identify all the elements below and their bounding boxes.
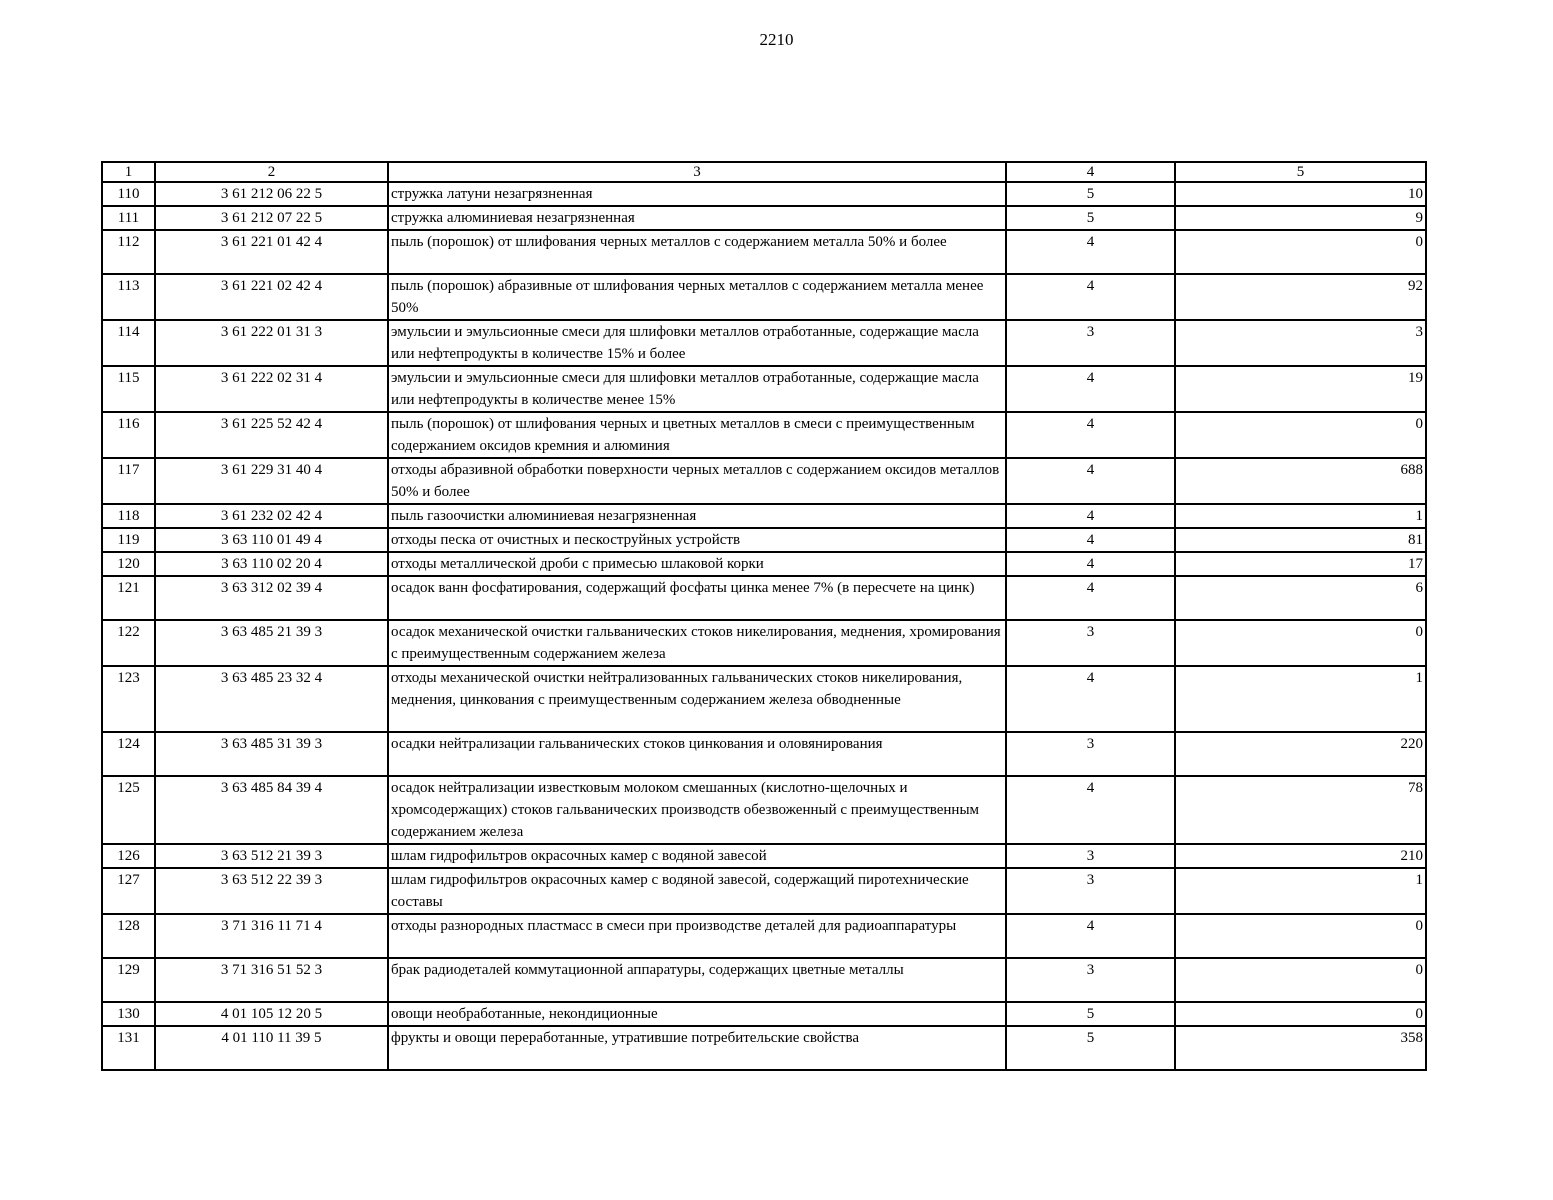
waste-amount-cell: 3 (1175, 320, 1426, 366)
row-number-cell: 114 (102, 320, 155, 366)
row-number-cell: 116 (102, 412, 155, 458)
row-number-cell: 123 (102, 666, 155, 732)
waste-amount-cell: 0 (1175, 230, 1426, 274)
hazard-class-cell: 4 (1006, 528, 1175, 552)
row-number-cell: 126 (102, 844, 155, 868)
waste-code-cell: 3 71 316 51 52 3 (155, 958, 388, 1002)
waste-name-cell: осадок механической очистки гальванических стоков никелирования, меднения, хромирования с преимущественным содержанием железа (388, 620, 1006, 666)
waste-code-cell: 3 63 485 23 32 4 (155, 666, 388, 732)
waste-name-cell: овощи необработанные, некондиционные (388, 1002, 1006, 1026)
table-row (102, 274, 1426, 320)
waste-code-cell: 3 61 222 02 31 4 (155, 366, 388, 412)
waste-name-cell: стружка латуни незагрязненная (388, 182, 1006, 206)
table-row (102, 958, 1426, 1002)
waste-name-cell: осадок нейтрализации известковым молоком смешанных (кислотно-щелочных и хромсодержащих) стоков гальванических производств обезвоженный с преимущественным содержанием железа (388, 776, 1006, 844)
table-header-row (102, 162, 1426, 182)
waste-amount-cell: 688 (1175, 458, 1426, 504)
waste-amount-cell: 210 (1175, 844, 1426, 868)
hazard-class-cell: 3 (1006, 868, 1175, 914)
hazard-class-cell: 3 (1006, 844, 1175, 868)
hazard-class-cell: 4 (1006, 412, 1175, 458)
table-row (102, 552, 1426, 576)
waste-name-cell: отходы разнородных пластмасс в смеси при производстве деталей для радиоаппаратуры (388, 914, 1006, 958)
waste-amount-cell: 9 (1175, 206, 1426, 230)
waste-amount-cell: 81 (1175, 528, 1426, 552)
row-number-cell: 111 (102, 206, 155, 230)
waste-code-cell: 3 63 512 21 39 3 (155, 844, 388, 868)
row-number-cell: 129 (102, 958, 155, 1002)
waste-code-cell: 3 61 229 31 40 4 (155, 458, 388, 504)
waste-name-cell: стружка алюминиевая незагрязненная (388, 206, 1006, 230)
waste-amount-cell: 0 (1175, 914, 1426, 958)
hazard-class-cell: 4 (1006, 230, 1175, 274)
waste-name-cell: осадок ванн фосфатирования, содержащий фосфаты цинка менее 7% (в пересчете на цинк) (388, 576, 1006, 620)
hazard-class-cell: 5 (1006, 206, 1175, 230)
waste-name-cell: отходы металлической дроби с примесью шлаковой корки (388, 552, 1006, 576)
waste-code-cell: 3 71 316 11 71 4 (155, 914, 388, 958)
waste-amount-cell: 220 (1175, 732, 1426, 776)
row-number-cell: 117 (102, 458, 155, 504)
column-header-3: 3 (388, 162, 1006, 182)
waste-code-cell: 3 63 110 01 49 4 (155, 528, 388, 552)
row-number-cell: 130 (102, 1002, 155, 1026)
waste-name-cell: брак радиодеталей коммутационной аппаратуры, содержащих цветные металлы (388, 958, 1006, 1002)
column-header-5: 5 (1175, 162, 1426, 182)
row-number-cell: 110 (102, 182, 155, 206)
hazard-class-cell: 5 (1006, 1026, 1175, 1070)
table-row (102, 182, 1426, 206)
waste-amount-cell: 1 (1175, 504, 1426, 528)
row-number-cell: 128 (102, 914, 155, 958)
hazard-class-cell: 4 (1006, 552, 1175, 576)
table-row (102, 412, 1426, 458)
waste-name-cell: пыль (порошок) от шлифования черных металлов с содержанием металла 50% и более (388, 230, 1006, 274)
row-number-cell: 122 (102, 620, 155, 666)
row-number-cell: 118 (102, 504, 155, 528)
row-number-cell: 120 (102, 552, 155, 576)
waste-code-cell: 3 61 225 52 42 4 (155, 412, 388, 458)
column-header-4: 4 (1006, 162, 1175, 182)
hazard-class-cell: 4 (1006, 274, 1175, 320)
hazard-class-cell: 4 (1006, 914, 1175, 958)
table-row (102, 868, 1426, 914)
hazard-class-cell: 3 (1006, 958, 1175, 1002)
row-number-cell: 127 (102, 868, 155, 914)
waste-amount-cell: 1 (1175, 666, 1426, 732)
waste-amount-cell: 0 (1175, 958, 1426, 1002)
hazard-class-cell: 3 (1006, 732, 1175, 776)
waste-code-cell: 3 63 312 02 39 4 (155, 576, 388, 620)
waste-name-cell: пыль (порошок) абразивные от шлифования черных металлов с содержанием металла менее 50% (388, 274, 1006, 320)
row-number-cell: 113 (102, 274, 155, 320)
row-number-cell: 119 (102, 528, 155, 552)
table-row (102, 666, 1426, 732)
hazard-class-cell: 3 (1006, 320, 1175, 366)
waste-table (101, 161, 1427, 1071)
table-row (102, 844, 1426, 868)
waste-name-cell: шлам гидрофильтров окрасочных камер с водяной завесой, содержащий пиротехнические составы (388, 868, 1006, 914)
waste-name-cell: шлам гидрофильтров окрасочных камер с водяной завесой (388, 844, 1006, 868)
waste-code-cell: 3 63 485 21 39 3 (155, 620, 388, 666)
hazard-class-cell: 3 (1006, 620, 1175, 666)
waste-amount-cell: 6 (1175, 576, 1426, 620)
waste-amount-cell: 0 (1175, 412, 1426, 458)
waste-amount-cell: 0 (1175, 620, 1426, 666)
waste-amount-cell: 19 (1175, 366, 1426, 412)
waste-name-cell: пыль (порошок) от шлифования черных и цветных металлов в смеси с преимущественным содержанием оксидов кремния и алюминия (388, 412, 1006, 458)
waste-amount-cell: 358 (1175, 1026, 1426, 1070)
table-row (102, 776, 1426, 844)
table-row (102, 1026, 1426, 1070)
table-row (102, 914, 1426, 958)
hazard-class-cell: 4 (1006, 504, 1175, 528)
waste-name-cell: фрукты и овощи переработанные, утратившие потребительские свойства (388, 1026, 1006, 1070)
waste-name-cell: отходы абразивной обработки поверхности черных металлов с содержанием оксидов металлов 50% и более (388, 458, 1006, 504)
waste-code-cell: 3 61 212 07 22 5 (155, 206, 388, 230)
waste-amount-cell: 17 (1175, 552, 1426, 576)
waste-code-cell: 3 61 221 01 42 4 (155, 230, 388, 274)
waste-amount-cell: 1 (1175, 868, 1426, 914)
hazard-class-cell: 4 (1006, 776, 1175, 844)
waste-code-cell: 3 63 485 84 39 4 (155, 776, 388, 844)
table-row (102, 206, 1426, 230)
table-row (102, 732, 1426, 776)
table-row (102, 230, 1426, 274)
waste-code-cell: 3 63 512 22 39 3 (155, 868, 388, 914)
waste-name-cell: отходы песка от очистных и пескоструйных устройств (388, 528, 1006, 552)
row-number-cell: 125 (102, 776, 155, 844)
table-row (102, 366, 1426, 412)
page-number: 2210 (759, 30, 794, 49)
waste-code-cell: 3 63 485 31 39 3 (155, 732, 388, 776)
hazard-class-cell: 4 (1006, 366, 1175, 412)
waste-name-cell: отходы механической очистки нейтрализованных гальванических стоков никелирования, меднения, цинкования с преимущественным содержанием железа обводненные (388, 666, 1006, 732)
waste-amount-cell: 92 (1175, 274, 1426, 320)
waste-name-cell: эмульсии и эмульсионные смеси для шлифовки металлов отработанные, содержащие масла или нефтепродукты в количестве 15% и более (388, 320, 1006, 366)
table-row (102, 1002, 1426, 1026)
waste-amount-cell: 10 (1175, 182, 1426, 206)
table-row (102, 320, 1426, 366)
table-row (102, 620, 1426, 666)
row-number-cell: 121 (102, 576, 155, 620)
hazard-class-cell: 5 (1006, 1002, 1175, 1026)
waste-name-cell: эмульсии и эмульсионные смеси для шлифовки металлов отработанные, содержащие масла или нефтепродукты в количестве менее 15% (388, 366, 1006, 412)
row-number-cell: 124 (102, 732, 155, 776)
waste-name-cell: осадки нейтрализации гальванических стоков цинкования и оловянирования (388, 732, 1006, 776)
row-number-cell: 131 (102, 1026, 155, 1070)
table-row (102, 504, 1426, 528)
table-row (102, 458, 1426, 504)
row-number-cell: 115 (102, 366, 155, 412)
table-row (102, 528, 1426, 552)
waste-amount-cell: 78 (1175, 776, 1426, 844)
waste-code-cell: 3 61 232 02 42 4 (155, 504, 388, 528)
table-row (102, 576, 1426, 620)
waste-code-cell: 3 63 110 02 20 4 (155, 552, 388, 576)
waste-code-cell: 3 61 221 02 42 4 (155, 274, 388, 320)
waste-name-cell: пыль газоочистки алюминиевая незагрязненная (388, 504, 1006, 528)
waste-amount-cell: 0 (1175, 1002, 1426, 1026)
hazard-class-cell: 4 (1006, 666, 1175, 732)
row-number-cell: 112 (102, 230, 155, 274)
column-header-2: 2 (155, 162, 388, 182)
hazard-class-cell: 4 (1006, 576, 1175, 620)
waste-code-cell: 4 01 105 12 20 5 (155, 1002, 388, 1026)
column-header-1: 1 (102, 162, 155, 182)
waste-table-body (102, 162, 1426, 1070)
waste-code-cell: 4 01 110 11 39 5 (155, 1026, 388, 1070)
hazard-class-cell: 4 (1006, 458, 1175, 504)
waste-code-cell: 3 61 212 06 22 5 (155, 182, 388, 206)
hazard-class-cell: 5 (1006, 182, 1175, 206)
waste-code-cell: 3 61 222 01 31 3 (155, 320, 388, 366)
